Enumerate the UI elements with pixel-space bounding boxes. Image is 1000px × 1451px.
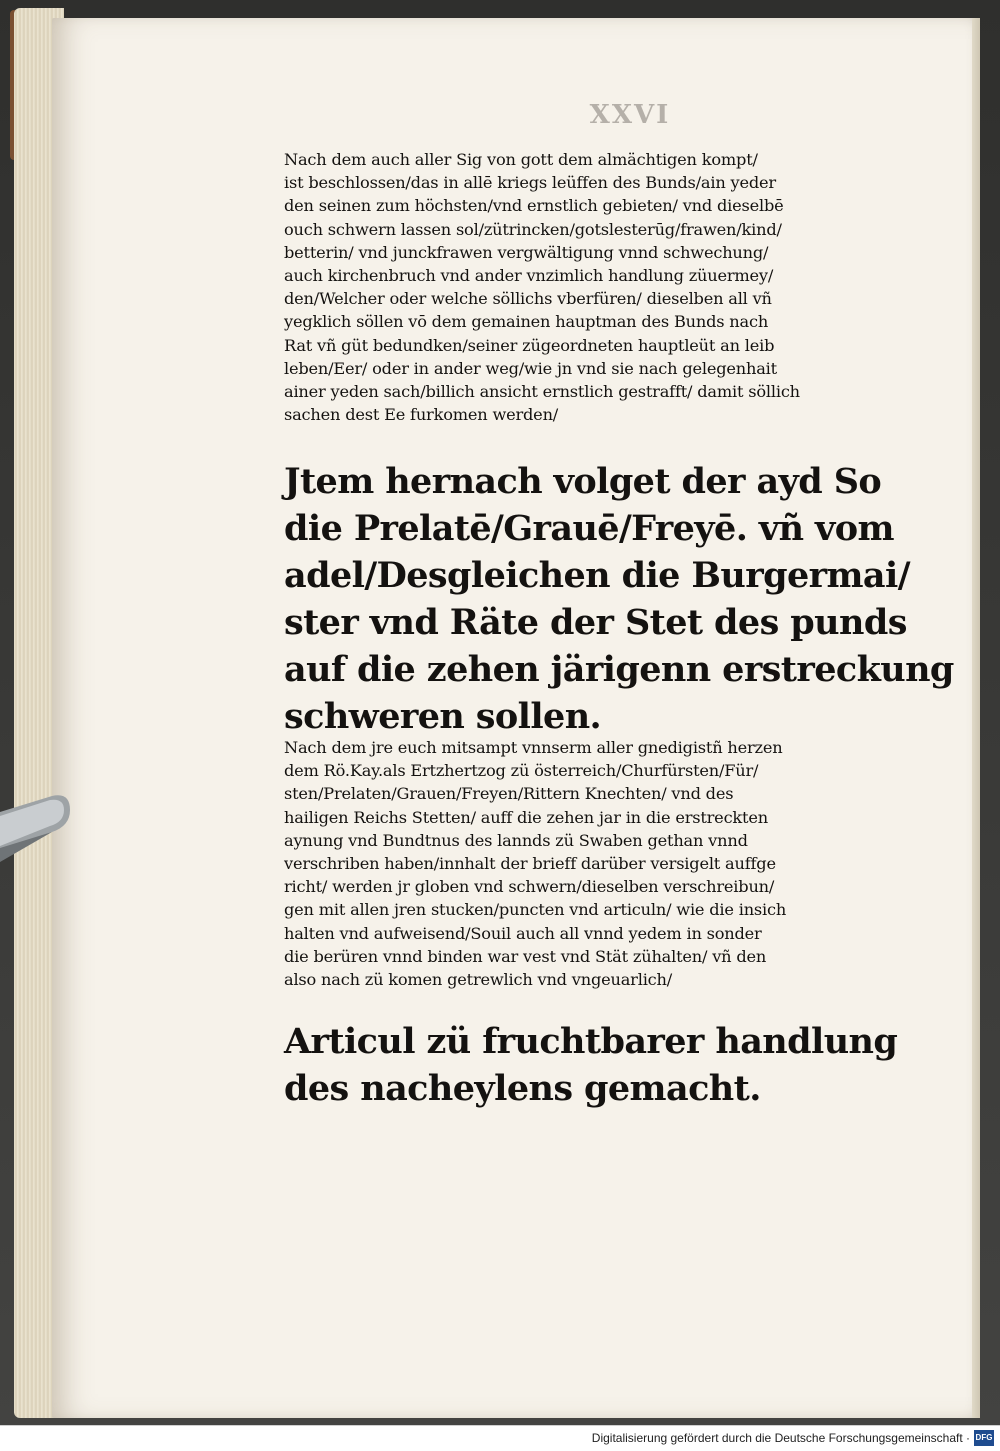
text-line: leben/Eer/ oder in ander weg/wie jn vnd sie nach gelegenhait <box>284 358 777 378</box>
text-line: verschriben haben/innhalt der brieff darüber versigelt auffge <box>284 854 776 874</box>
text-line: ouch schwern lassen sol/zütrincken/gotslesterūg/frawen/kind/ <box>284 219 782 239</box>
text-line: ainer yeden sach/billich ansicht ernstlich gestrafft/ damit söllich <box>284 382 800 402</box>
book-page <box>52 18 980 1418</box>
text-line: sachen dest Ee furkomen werden/ <box>284 405 559 425</box>
text-line: richt/ werden jr globen vnd schwern/dieselben verschreibun/ <box>284 877 775 897</box>
text-line: hailigen Reichs Stetten/ auff die zehen jar in die erstreckten <box>284 807 768 827</box>
text-line: yegklich söllen vō dem gemainen hauptman des Bunds nach <box>284 312 769 332</box>
folio-number: XXVI <box>589 100 671 130</box>
heading-line: schweren sollen. <box>284 696 602 737</box>
text-line: betterin/ vnd junckfrawen vergwältigung vnnd schwechung/ <box>284 242 769 262</box>
text-line: den seinen zum höchsten/vnd ernstlich gebieten/ vnd dieselbē <box>284 196 784 216</box>
heading-line: auf die zehen järigenn erstreckung <box>284 649 954 690</box>
heading-oath <box>284 458 954 740</box>
heading-line: ster vnd Räte der Stet des punds <box>284 602 907 643</box>
heading-line: Articul zü fruchtbarer handlung <box>284 1021 898 1062</box>
text-line: Rat vñ güt bedundken/seiner zügeordneten hauptleüt an leib <box>284 335 775 355</box>
text-line: aynung vnd Bundtnus des lannds zü Swaben gethan vnnd <box>284 830 748 850</box>
text-line: die berüren vnnd binden war vest vnd Stät zühalten/ vñ den <box>284 946 767 966</box>
heading-line: adel/Desgleichen die Burgermai/ <box>284 555 910 596</box>
text-line: auch kirchenbruch vnd ander vnzimlich handlung züuermey/ <box>284 266 774 286</box>
text-line: gen mit allen jren stucken/puncten vnd articuln/ wie die insich <box>284 900 787 920</box>
text-line: dem Rö.Kay.als Ertzhertzog zü österreich/Churfürsten/Für/ <box>284 761 759 781</box>
paragraph-2 <box>284 736 884 991</box>
text-line: halten vnd aufweisend/Souil auch all vnnd yedem in sonder <box>284 923 762 943</box>
text-line: Nach dem jre euch mitsampt vnnserm aller gnedigistñ herzen <box>284 738 783 757</box>
page-holder-knife-icon <box>0 792 72 874</box>
text-line: Nach dem auch aller Sig von gott dem almächtigen kompt/ <box>284 150 758 169</box>
paragraph-1 <box>284 148 884 426</box>
footer-bar <box>0 1425 1000 1451</box>
text-line: also nach zü komen getrewlich vnd vngeuarlich/ <box>284 970 673 990</box>
heading-line: Jtem hernach volget der ayd So <box>284 461 882 502</box>
text-line: sten/Prelaten/Grauen/Freyen/Rittern Knechten/ vnd des <box>284 784 734 804</box>
heading-line: die Prelatē/Grauē/Freyē. vñ vom <box>284 508 894 549</box>
footer-credit: Digitalisierung gefördert durch die Deutsche Forschungsgemeinschaft · <box>591 1431 970 1445</box>
text-line: den/Welcher oder welche söllichs vberfüren/ dieselben all vñ <box>284 289 772 309</box>
page-right-edge <box>972 18 980 1418</box>
text-line: ist beschlossen/das in allē kriegs leüffen des Bunds/ain yeder <box>284 173 776 193</box>
heading-articles <box>284 1018 898 1112</box>
dfg-logo: DFG <box>974 1430 994 1446</box>
heading-line: des nacheylens gemacht. <box>284 1068 761 1109</box>
